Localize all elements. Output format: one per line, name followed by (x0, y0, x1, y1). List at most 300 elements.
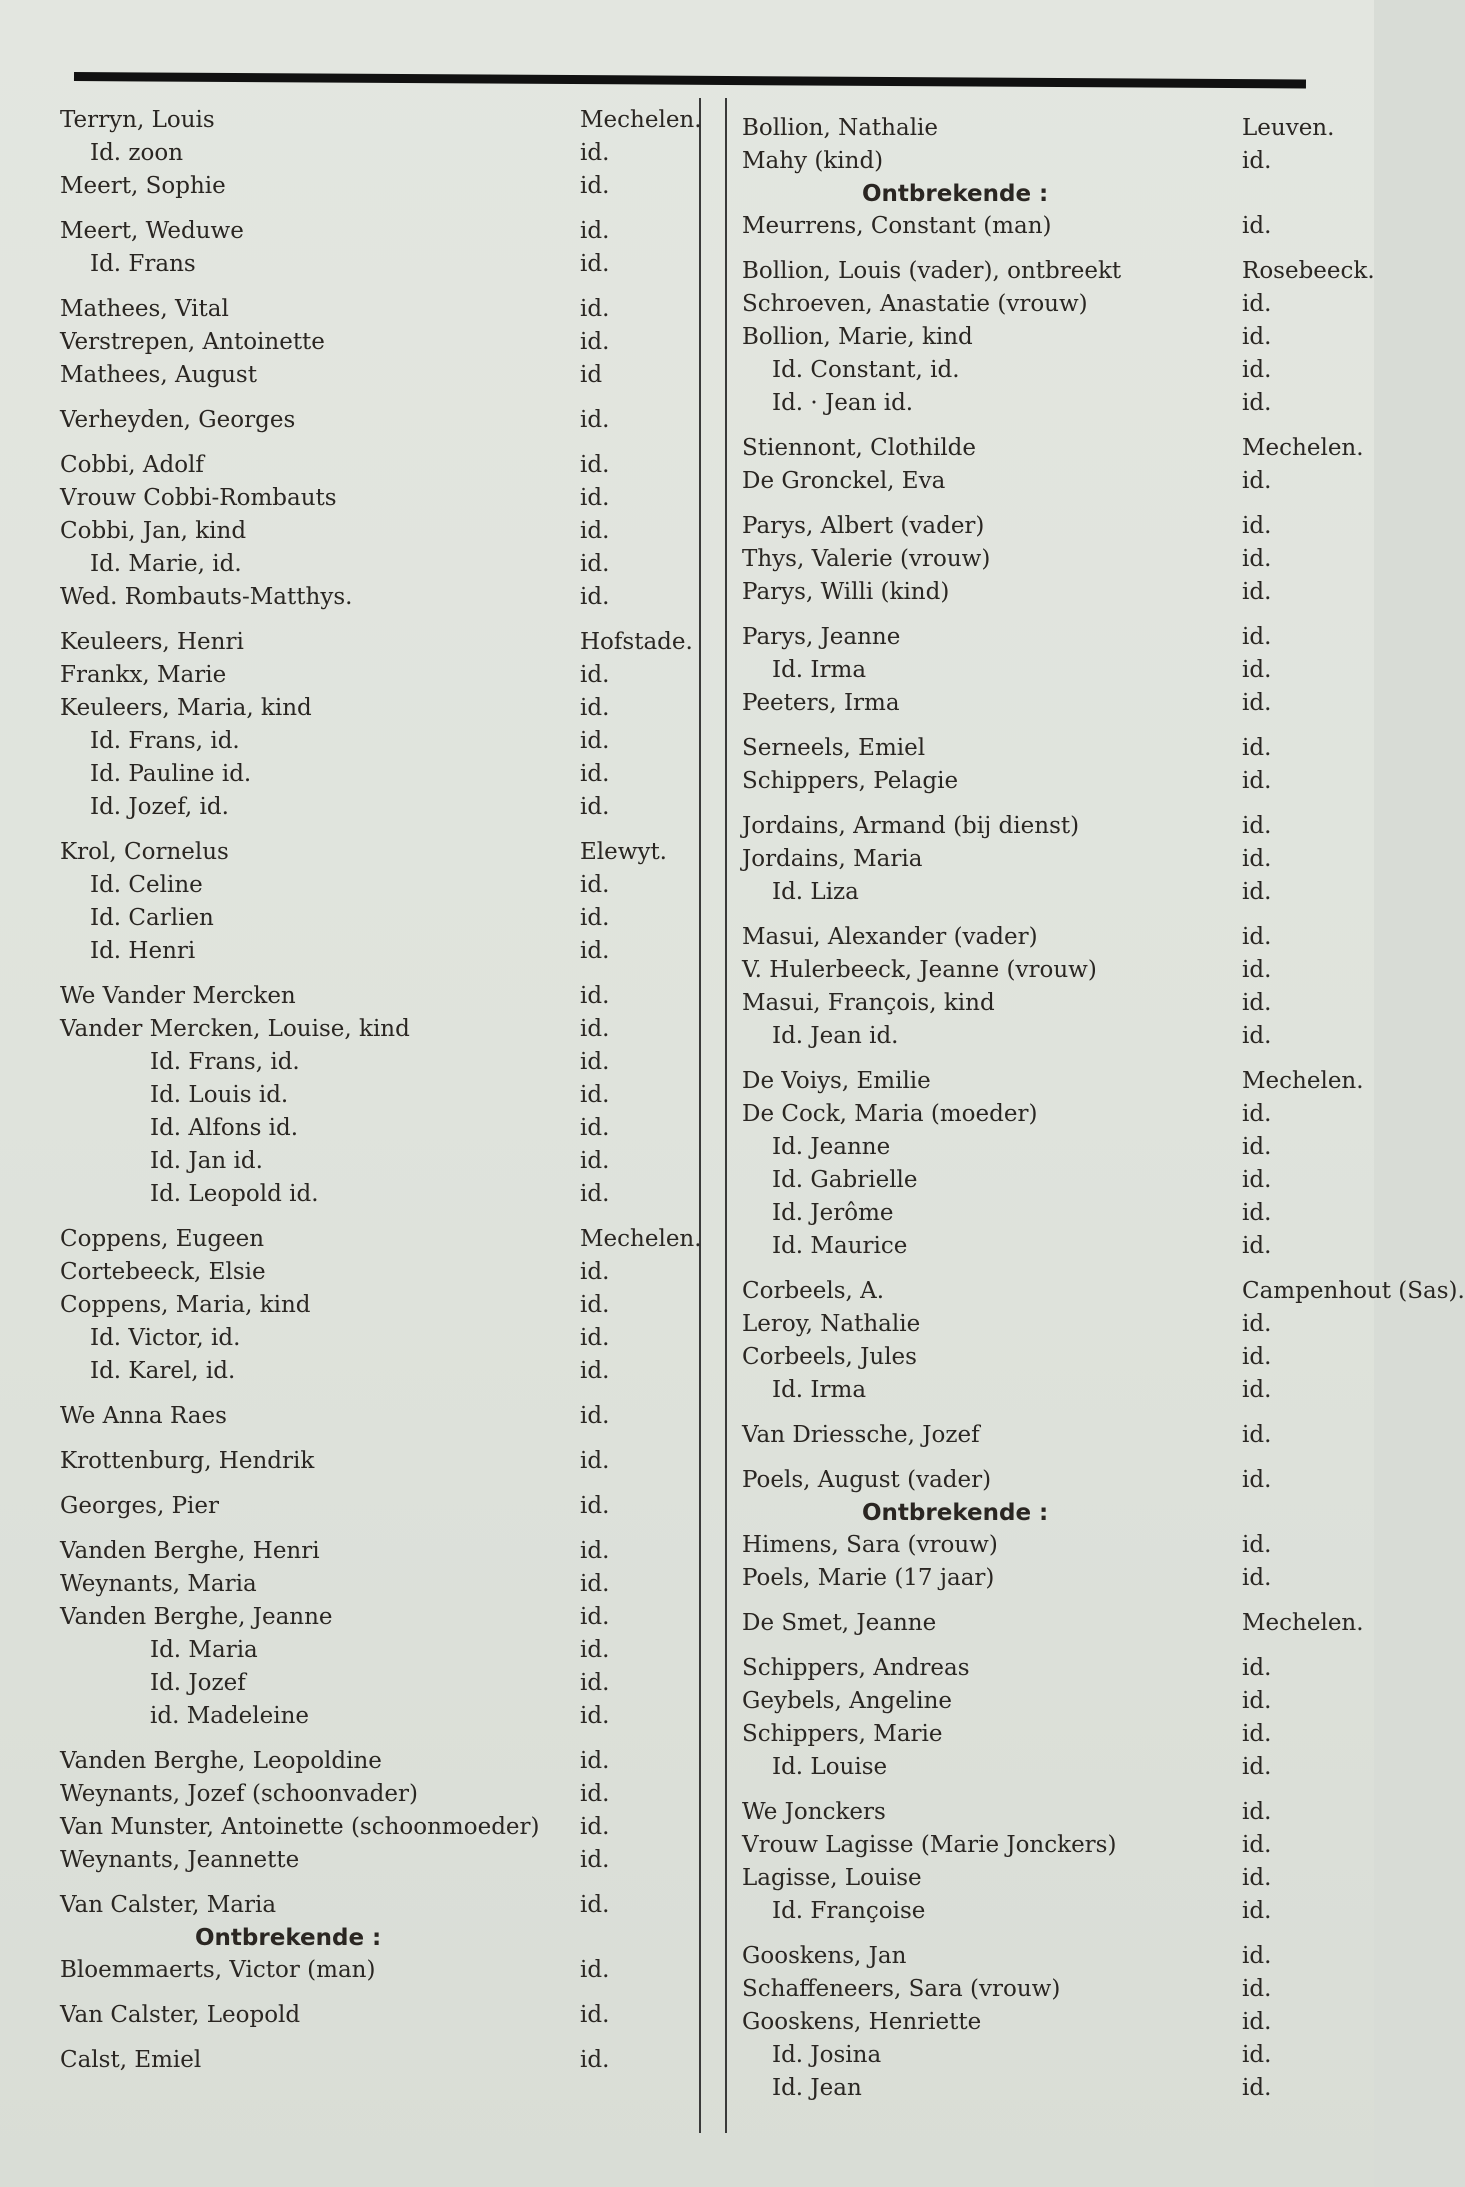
place-name: id. (1242, 390, 1272, 416)
person-name: Parys, Albert (vader) (742, 513, 985, 539)
person-name: Id. Maurice (772, 1233, 908, 1259)
person-name: Id. Frans, id. (90, 728, 240, 754)
place-name: Campenhout (Sas). (1242, 1278, 1465, 1304)
list-item (60, 869, 690, 902)
person-name: Krol, Cornelus (60, 839, 229, 865)
place-name: id. (1242, 768, 1272, 794)
person-name: Id. Jozef (150, 1670, 246, 1696)
person-name: Id. Irma (772, 657, 867, 683)
list-item (60, 326, 690, 359)
place-name: id. (580, 938, 610, 964)
list-item (742, 1275, 1465, 1308)
list-item (60, 1079, 690, 1112)
place-name: id. (1242, 1167, 1272, 1193)
place-name: Mechelen. (580, 1226, 702, 1252)
place-name: id. (1242, 1943, 1272, 1969)
person-name: Coppens, Eugeen (60, 1226, 265, 1252)
place-name: id. (580, 1538, 610, 1564)
list-item (60, 1634, 690, 1667)
list-item (742, 2006, 1362, 2039)
person-name: Van Munster, Antoinette (schoonmoeder) (60, 1814, 540, 1840)
place-name: id. (580, 518, 610, 544)
list-item (60, 1954, 690, 1987)
person-name: Gooskens, Henriette (742, 2009, 982, 2035)
place-name: id. (580, 173, 610, 199)
person-name: Id. Constant, id. (772, 357, 960, 383)
list-item (60, 1223, 702, 1256)
person-name: Bloemmaerts, Victor (man) (60, 1957, 376, 1983)
person-name: Frankx, Marie (60, 662, 227, 688)
place-name: id. (580, 218, 610, 244)
person-name: Schroeven, Anastatie (vrouw) (742, 291, 1088, 317)
person-name: V. Hulerbeeck, Jeanne (vrouw) (742, 957, 1097, 983)
list-item (60, 626, 693, 659)
list-item (742, 1374, 1362, 1407)
person-name: We Jonckers (742, 1799, 886, 1825)
person-name: Calst, Emiel (60, 2047, 202, 2073)
person-name: Weynants, Jozef (schoonvader) (60, 1781, 418, 1807)
list-item (742, 1098, 1362, 1131)
place-name: id. (1242, 513, 1272, 539)
place-name: id. (580, 1115, 610, 1141)
person-name: Masui, François, kind (742, 990, 995, 1016)
person-name: Vrouw Lagisse (Marie Jonckers) (742, 1832, 1117, 1858)
list-item (742, 687, 1362, 720)
person-name: Meert, Sophie (60, 173, 226, 199)
place-name: id. (1242, 1467, 1272, 1493)
person-name: We Vander Mercken (60, 983, 296, 1009)
list-item (60, 449, 690, 482)
place-name: id. (580, 1814, 610, 1840)
list-item (742, 765, 1362, 798)
place-name: id. (1242, 1655, 1272, 1681)
list-item (742, 954, 1362, 987)
person-name: Jordains, Armand (bij dienst) (742, 813, 1080, 839)
list-item (742, 621, 1362, 654)
list-item (742, 1065, 1362, 1098)
person-name: Wed. Rombauts-Matthys. (60, 584, 353, 610)
place-name: id. (580, 1493, 610, 1519)
person-name: Schippers, Pelagie (742, 768, 959, 794)
person-name: Meert, Weduwe (60, 218, 244, 244)
person-name: Id. Gabrielle (772, 1167, 918, 1193)
place-name: id. (1242, 735, 1272, 761)
place-name: id. (580, 1637, 610, 1663)
person-name: Id. Karel, id. (90, 1358, 236, 1384)
place-name: id. (580, 1181, 610, 1207)
person-name: Georges, Pier (60, 1493, 220, 1519)
place-name: id. (1242, 1976, 1272, 2002)
person-name: Id. Carlien (90, 905, 214, 931)
list-item (60, 1289, 690, 1322)
list-item (742, 987, 1362, 1020)
person-name: Id. Louise (772, 1754, 888, 1780)
list-item (742, 1419, 1362, 1452)
person-name: Id. Jan id. (150, 1148, 263, 1174)
place-name: id. (1242, 1565, 1272, 1591)
place-name: id. (580, 1292, 610, 1318)
person-name: Keuleers, Maria, kind (60, 695, 312, 721)
list-item (742, 1529, 1362, 1562)
person-name: Verstrepen, Antoinette (60, 329, 325, 355)
person-name: Van Calster, Leopold (60, 2002, 301, 2028)
person-name: Van Calster, Maria (60, 1892, 277, 1918)
list-item (742, 1973, 1362, 2006)
place-name: id. (1242, 690, 1272, 716)
person-name: Leroy, Nathalie (742, 1311, 921, 1337)
person-name: Id. Jean id. (772, 1023, 899, 1049)
place-name: id. (580, 1670, 610, 1696)
person-name: Lagisse, Louise (742, 1865, 922, 1891)
person-name: Id. Pauline id. (90, 761, 252, 787)
place-name: id (580, 362, 603, 388)
place-name: id. (1242, 1023, 1272, 1049)
person-name: Id. Victor, id. (90, 1325, 241, 1351)
person-name: Id. Jean (772, 2075, 862, 2101)
list-item (742, 1718, 1362, 1751)
list-item (60, 359, 690, 392)
place-name: id. (580, 1403, 610, 1429)
place-name: id. (1242, 1688, 1272, 1714)
person-name: Vanden Berghe, Henri (60, 1538, 320, 1564)
list-item (742, 288, 1362, 321)
list-item (60, 980, 690, 1013)
list-item (60, 404, 690, 437)
list-item (60, 725, 690, 758)
list-item (742, 1131, 1362, 1164)
list-item (60, 482, 690, 515)
person-name: Mathees, Vital (60, 296, 229, 322)
list-item (60, 1355, 690, 1388)
list-item (60, 1601, 690, 1634)
person-name: Vrouw Cobbi-Rombauts (60, 485, 337, 511)
place-name: id. (580, 1049, 610, 1075)
list-item (742, 112, 1362, 145)
list-item (742, 510, 1362, 543)
place-name: id. (580, 1748, 610, 1774)
person-name: Poels, August (vader) (742, 1467, 992, 1493)
place-name: id. (1242, 1898, 1272, 1924)
list-item (60, 1178, 690, 1211)
person-name: De Voiys, Emilie (742, 1068, 931, 1094)
place-name: id. (1242, 957, 1272, 983)
person-name: Id. Jeanne (772, 1134, 891, 1160)
list-item (60, 1490, 690, 1523)
place-name: id. (1242, 213, 1272, 239)
list-item (60, 1700, 690, 1733)
place-name: id. (580, 1016, 610, 1042)
place-name: id. (580, 1259, 610, 1285)
place-name: Rosebeeck. (1242, 258, 1375, 284)
place-name: id. (580, 584, 610, 610)
person-name: Mathees, August (60, 362, 257, 388)
list-item (60, 1811, 690, 1844)
place-name: id. (1242, 324, 1272, 350)
list-item (742, 1652, 1362, 1685)
place-name: id. (1242, 657, 1272, 683)
list-item (60, 659, 690, 692)
list-item (742, 1341, 1362, 1374)
list-item (742, 1940, 1362, 1973)
person-name: Bollion, Marie, kind (742, 324, 973, 350)
list-item (60, 137, 690, 170)
person-name: Id. Alfons id. (150, 1115, 299, 1141)
list-item (60, 1322, 690, 1355)
person-name: We Anna Raes (60, 1403, 227, 1429)
place-name: id. (580, 1957, 610, 1983)
person-name: Parys, Willi (kind) (742, 579, 950, 605)
person-name: Id. Jozef, id. (90, 794, 229, 820)
column-divider-left (699, 98, 701, 2133)
person-name: Id. Marie, id. (90, 551, 242, 577)
person-name: Keuleers, Henri (60, 629, 244, 655)
place-name: id. (1242, 1721, 1272, 1747)
place-name: id. (1242, 148, 1272, 174)
person-name: Masui, Alexander (vader) (742, 924, 1038, 950)
person-name: Id. Leopold id. (150, 1181, 319, 1207)
person-name: Id. zoon (90, 140, 184, 166)
list-item (742, 255, 1375, 288)
place-name: Mechelen. (580, 107, 702, 133)
list-item (60, 215, 690, 248)
person-name: Bollion, Louis (vader), ontbreekt (742, 258, 1122, 284)
place-name: id. (580, 872, 610, 898)
place-name: id. (580, 1703, 610, 1729)
top-rule (74, 72, 1306, 89)
list-item (742, 810, 1362, 843)
place-name: id. (1242, 879, 1272, 905)
person-name: Cobbi, Jan, kind (60, 518, 247, 544)
place-name: id. (1242, 990, 1272, 1016)
list-item (60, 791, 690, 824)
section-heading: Ontbrekende : (195, 1925, 382, 1951)
place-name: id. (580, 407, 610, 433)
list-item (742, 354, 1362, 387)
place-name: id. (580, 329, 610, 355)
list-item (742, 1197, 1362, 1230)
person-name: Himens, Sara (vrouw) (742, 1532, 998, 1558)
list-item (742, 1164, 1362, 1197)
list-item (742, 465, 1362, 498)
place-name: id. (1242, 1754, 1272, 1780)
list-item (60, 293, 690, 326)
column-divider-right (725, 98, 727, 2133)
list-item (742, 732, 1362, 765)
person-name: Poels, Marie (17 jaar) (742, 1565, 995, 1591)
list-item (742, 387, 1362, 420)
place-name: id. (580, 761, 610, 787)
person-name: Id. Irma (772, 1377, 867, 1403)
person-name: id. Madeleine (150, 1703, 310, 1729)
list-item (60, 1112, 690, 1145)
place-name: id. (1242, 1311, 1272, 1337)
place-name: id. (1242, 1832, 1272, 1858)
list-item (60, 581, 690, 614)
person-name: Vanden Berghe, Leopoldine (60, 1748, 382, 1774)
list-item (742, 1796, 1362, 1829)
list-item (742, 145, 1362, 178)
person-name: Id. Maria (150, 1637, 258, 1663)
person-name: Serneels, Emiel (742, 735, 926, 761)
list-item (742, 1562, 1362, 1595)
place-name: id. (580, 1571, 610, 1597)
list-item (60, 1889, 690, 1922)
place-name: id. (580, 905, 610, 931)
list-item (742, 2072, 1362, 2105)
person-name: Id. Frans (90, 251, 196, 277)
place-name: Mechelen. (1242, 1068, 1364, 1094)
list-item (60, 1667, 690, 1700)
person-name: Van Driessche, Jozef (742, 1422, 980, 1448)
list-item (60, 248, 690, 281)
place-name: id. (1242, 1532, 1272, 1558)
list-item (742, 576, 1362, 609)
person-name: Cortebeeck, Elsie (60, 1259, 266, 1285)
place-name: id. (1242, 291, 1272, 317)
place-name: Mechelen. (1242, 1610, 1364, 1636)
list-item (60, 1745, 690, 1778)
place-name: id. (1242, 1233, 1272, 1259)
place-name: id. (580, 551, 610, 577)
list-item (742, 1607, 1362, 1640)
list-item (60, 902, 690, 935)
person-name: Vanden Berghe, Jeanne (60, 1604, 333, 1630)
person-name: Coppens, Maria, kind (60, 1292, 311, 1318)
person-name: Meurrens, Constant (man) (742, 213, 1052, 239)
person-name: Schippers, Andreas (742, 1655, 970, 1681)
list-item (60, 1568, 690, 1601)
person-name: Geybels, Angeline (742, 1688, 952, 1714)
list-item (60, 1256, 690, 1289)
person-name: Id. Louis id. (150, 1082, 289, 1108)
person-name: Id. Françoise (772, 1898, 926, 1924)
person-name: Id. Josina (772, 2042, 882, 2068)
place-name: id. (580, 251, 610, 277)
place-name: id. (580, 662, 610, 688)
right-column (742, 112, 1465, 2105)
list-item (60, 170, 690, 203)
person-name: De Cock, Maria (moeder) (742, 1101, 1038, 1127)
list-item (60, 935, 690, 968)
person-name: Schaffeneers, Sara (vrouw) (742, 1976, 1061, 2002)
person-name: Thys, Valerie (vrouw) (742, 546, 991, 572)
place-name: id. (1242, 1377, 1272, 1403)
person-name: Id. Frans, id. (150, 1049, 300, 1075)
place-name: id. (1242, 1200, 1272, 1226)
place-name: id. (580, 1148, 610, 1174)
list-item (60, 1445, 690, 1478)
person-name: Id. Henri (90, 938, 196, 964)
person-name: Cobbi, Adolf (60, 452, 204, 478)
list-item (742, 921, 1362, 954)
place-name: Elewyt. (580, 839, 667, 865)
list-item (742, 1751, 1362, 1784)
list-item (742, 876, 1362, 909)
person-name: Id. Liza (772, 879, 859, 905)
place-name: id. (580, 1781, 610, 1807)
place-name: id. (580, 296, 610, 322)
list-item (60, 692, 690, 725)
place-name: id. (1242, 546, 1272, 572)
list-item (742, 210, 1362, 243)
place-name: id. (1242, 1799, 1272, 1825)
place-name: id. (580, 485, 610, 511)
person-name: Bollion, Nathalie (742, 115, 939, 141)
place-name: id. (1242, 2009, 1272, 2035)
list-item (60, 1999, 690, 2032)
list-item (60, 1013, 690, 1046)
place-name: id. (1242, 1344, 1272, 1370)
place-name: id. (1242, 2042, 1272, 2068)
person-name: Mahy (kind) (742, 148, 884, 174)
person-name: Verheyden, Georges (60, 407, 296, 433)
list-item (60, 548, 690, 581)
person-name: Weynants, Maria (60, 1571, 257, 1597)
place-name: id. (1242, 468, 1272, 494)
person-name: Corbeels, Jules (742, 1344, 917, 1370)
place-name: id. (580, 794, 610, 820)
place-name: id. (580, 1358, 610, 1384)
place-name: id. (1242, 624, 1272, 650)
list-item (742, 1685, 1362, 1718)
list-item (742, 1862, 1362, 1895)
list-item (60, 515, 690, 548)
place-name: id. (580, 1448, 610, 1474)
list-item (60, 1400, 690, 1433)
place-name: Leuven. (1242, 115, 1335, 141)
section-heading: Ontbrekende : (862, 1500, 1049, 1526)
place-name: Mechelen. (1242, 435, 1364, 461)
list-item (742, 1020, 1362, 1053)
person-name: Weynants, Jeannette (60, 1847, 300, 1873)
person-name: Id. Jerôme (772, 1200, 894, 1226)
person-name: Id. Celine (90, 872, 203, 898)
list-item (742, 1464, 1362, 1497)
list-item (60, 104, 702, 137)
left-column (60, 104, 702, 2077)
place-name: id. (580, 1847, 610, 1873)
place-name: id. (580, 1892, 610, 1918)
place-name: Hofstade. (580, 629, 693, 655)
person-name: Vander Mercken, Louise, kind (60, 1016, 410, 1042)
list-item (742, 1230, 1362, 1263)
person-name: Stiennont, Clothilde (742, 435, 977, 461)
place-name: id. (580, 728, 610, 754)
list-item (60, 836, 690, 869)
place-name: id. (580, 695, 610, 721)
person-name: Krottenburg, Hendrik (60, 1448, 315, 1474)
list-item (60, 1778, 690, 1811)
place-name: id. (580, 1604, 610, 1630)
person-name: Jordains, Maria (742, 846, 923, 872)
list-item (742, 654, 1362, 687)
place-name: id. (1242, 579, 1272, 605)
place-name: id. (580, 1082, 610, 1108)
list-item (60, 1844, 690, 1877)
person-name: De Smet, Jeanne (742, 1610, 937, 1636)
list-item (742, 432, 1362, 465)
person-name: De Gronckel, Eva (742, 468, 946, 494)
list-item (742, 1829, 1362, 1862)
place-name: id. (580, 2002, 610, 2028)
place-name: id. (1242, 357, 1272, 383)
list-item (742, 1308, 1362, 1341)
place-name: id. (580, 1325, 610, 1351)
place-name: id. (580, 2047, 610, 2073)
list-item (60, 758, 690, 791)
place-name: id. (1242, 1422, 1272, 1448)
person-name: Terryn, Louis (60, 107, 215, 133)
